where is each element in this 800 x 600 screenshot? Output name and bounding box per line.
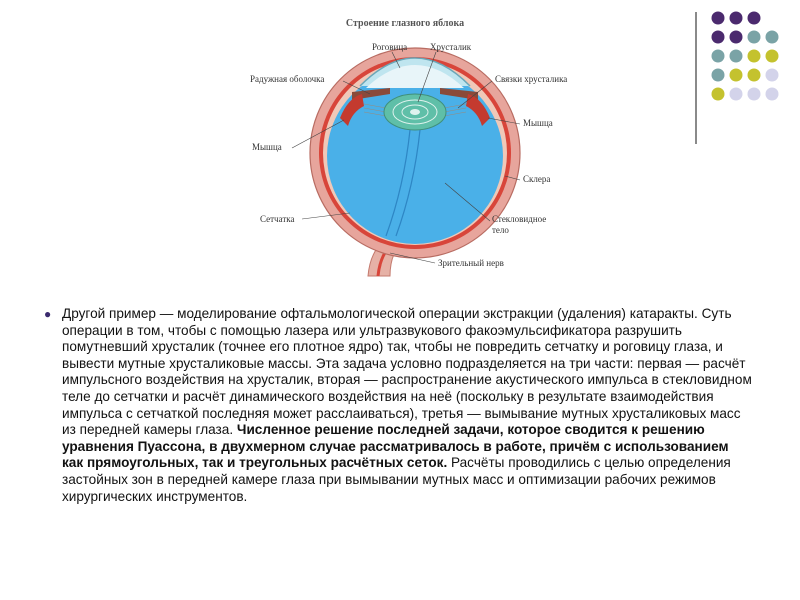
label-iris: Радужная оболочка [250, 74, 325, 84]
label-cornea: Роговица [372, 42, 408, 52]
eye-structure-diagram [240, 8, 570, 278]
decorative-dot [730, 69, 743, 82]
decorative-dot [730, 50, 743, 63]
label-vitreous-2: тело [492, 225, 509, 235]
decorative-dot [766, 69, 779, 82]
decorative-dot [766, 88, 779, 101]
decorative-dot [712, 31, 725, 44]
decorative-dot-grid [700, 6, 800, 146]
decorative-dot [730, 12, 743, 25]
decorative-dot [712, 88, 725, 101]
body-paragraph [44, 306, 752, 505]
label-ligaments: Связки хрусталика [495, 74, 568, 84]
label-muscle-left: Мышца [252, 142, 282, 152]
diagram-title: Строение глазного яблока [345, 18, 465, 29]
decorative-dot [748, 88, 761, 101]
paragraph-bold-text: Численное решение последней задачи, которое сводится к решению уравнения Пуассона, в двухмерном случае рассматривалось в работе, причём с использованием как прямоугольных, так и треугольных расчётных сеток. [62, 422, 729, 471]
decorative-dot [730, 31, 743, 44]
decorative-dot [766, 50, 779, 63]
decorative-dot [766, 31, 779, 44]
bullet-icon: ● [44, 307, 52, 321]
label-muscle-right: Мышца [523, 118, 553, 128]
label-sclera: Склера [523, 174, 551, 184]
decorative-dot [748, 31, 761, 44]
decorative-dot [712, 12, 725, 25]
label-optic-nerve: Зрительный нерв [438, 258, 504, 268]
label-vitreous-1: Стекловидное [492, 214, 547, 224]
decorative-dot [730, 88, 743, 101]
label-lens: Хрусталик [430, 42, 472, 52]
decorative-dot [712, 50, 725, 63]
decorative-divider [695, 12, 697, 144]
decorative-dot [748, 69, 761, 82]
paragraph-tail-text: Расчёты проводились с целью определения застойных зон в передней камере глаза при вымывании мутных масс и оптимизации рабочих режимов хирургических инструментов. [62, 455, 731, 504]
label-retina: Сетчатка [260, 214, 295, 224]
decorative-dot [712, 69, 725, 82]
decorative-dot [748, 50, 761, 63]
paragraph-text: Другой пример — моделирование офтальмологической операции экстракции (удаления) катаракты. Суть операции в том, чтобы с помощью лазера или ультразвукового факоэмульсификатора разрушить помутневший хрусталик (точнее его плотное ядро) так, чтобы не повредить сетчатку и роговицу глаза, и вывести мутные хрусталиковые массы. Эта задача условно подразделяется на три части: первая — расчёт импульсного воздействия на хрусталик, вторая — распространение акустического импульса в стекловидном теле до сетчатки и расчёт динамического воздействия на неё (поскольку в результате взаимодействия импульса с сетчаткой последняя может расслаиваться), третья — вымывание мутных хрусталиковых масс из передней камеры глаза. [62, 306, 752, 438]
decorative-dot [748, 12, 761, 25]
